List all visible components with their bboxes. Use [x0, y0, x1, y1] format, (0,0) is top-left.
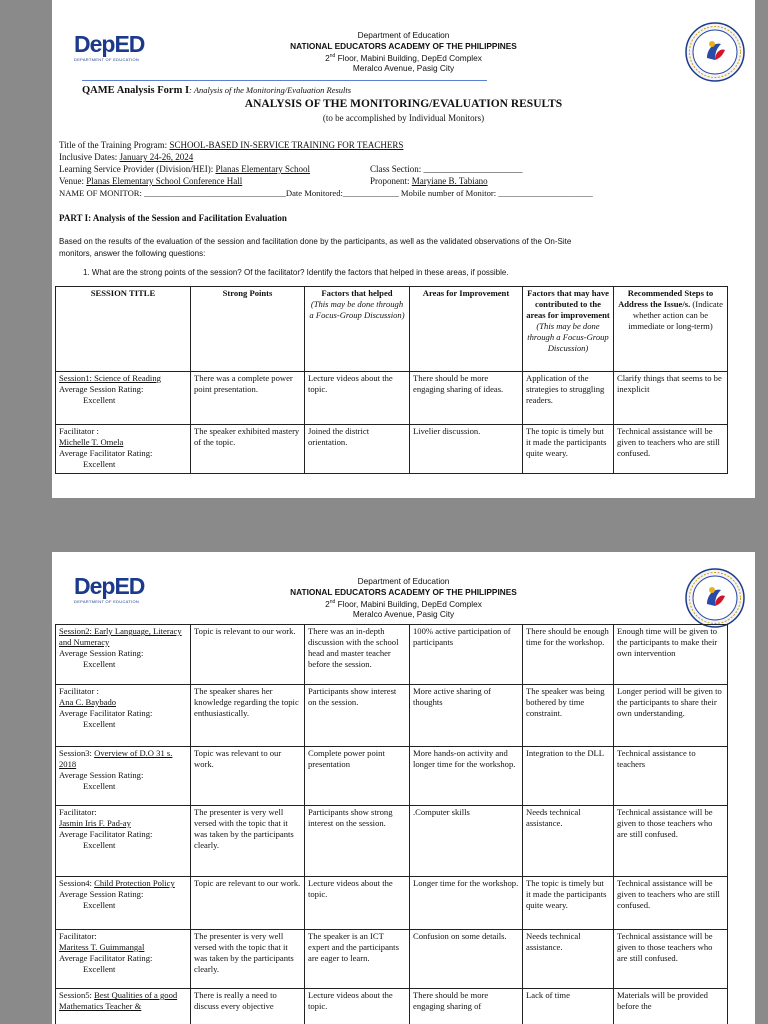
areas-improvement-cell: There should be more engaging sharing of ideas. [410, 372, 523, 425]
neap-seal-icon [685, 568, 745, 628]
department-name: Department of Education [357, 576, 450, 586]
logo-subtext: DEPARTMENT OF EDUCATION [74, 599, 140, 604]
facilitator-cell: Facilitator: Maritess T. Guimmangal Average Facilitator Rating: Excellent [56, 930, 191, 989]
factors-helped-cell: Lecture videos about the topic. [305, 877, 410, 930]
table-row [56, 989, 728, 1024]
factors-helped-cell: Participants show strong interest on the session. [305, 806, 410, 877]
areas-improvement-cell: Longer time for the workshop. [410, 877, 523, 930]
provider-line: Learning Service Provider (Division/HEI): Planas Elementary School [59, 164, 310, 174]
analysis-table-page-1 [55, 286, 728, 474]
strong-points-cell: There is really a need to discuss every objective [191, 989, 305, 1024]
venue-value: Planas Elementary School Conference Hall [86, 176, 243, 186]
header-factors-contributed: Factors that may have contributed to the areas for improvement (This may be done through a Focus-Group Discussion) [523, 287, 614, 372]
areas-improvement-cell: Confusion on some details. [410, 930, 523, 989]
neap-seal-icon [685, 22, 745, 82]
factors-helped-cell: Participants show interest on the session. [305, 685, 410, 747]
facilitator-cell: Facilitator : Michelle T. Omela Average Facilitator Rating: Excellent [56, 425, 191, 474]
session-title-cell: Session1: Science of Reading Average Session Rating: Excellent [56, 372, 191, 425]
form-title: ANALYSIS OF THE MONITORING/EVALUATION RESULTS [244, 98, 563, 110]
factors-contributed-cell: The topic is timely but it made the participants quite weary. [523, 877, 614, 930]
recommended-steps-cell: Technical assistance will be given to those teachers who are still confused. [614, 806, 728, 877]
header-areas-improvement: Areas for Improvement [410, 287, 523, 372]
agency-header [52, 30, 755, 74]
factors-contributed-cell: Needs technical assistance. [523, 930, 614, 989]
factors-helped-cell: Joined the district orientation. [305, 425, 410, 474]
analysis-table-page-2 [55, 624, 728, 1024]
recommended-steps-cell: Materials will be provided before the [614, 989, 728, 1024]
table-row [56, 747, 728, 806]
factors-helped-cell: Lecture videos about the topic. [305, 989, 410, 1024]
strong-points-cell: The speaker exhibited mastery of the topic. [191, 425, 305, 474]
logo-text: DepED [74, 573, 145, 599]
form-name-line: QAME Analysis Form I: Analysis of the Monitoring/Evaluation Results [82, 85, 352, 96]
address-line-2: Meralco Avenue, Pasig City [352, 609, 455, 620]
table-row [56, 877, 728, 930]
address-line-1: 2nd Floor, Mabini Building, DepEd Complex [325, 598, 482, 609]
proponent-line: Proponent: Maryiane B. Tabiano [370, 176, 488, 186]
areas-improvement-cell: More active sharing of thoughts [410, 685, 523, 747]
recommended-steps-cell: Technical assistance will be given to teachers who are still confused. [614, 425, 728, 474]
dates-line: Inclusive Dates: January 24-26, 2024 [59, 152, 194, 162]
recommended-steps-cell: Technical assistance to teachers [614, 747, 728, 806]
factors-helped-cell: Lecture videos about the topic. [305, 372, 410, 425]
factors-contributed-cell: The topic is timely but it made the participants quite weary. [523, 425, 614, 474]
table-row [56, 806, 728, 877]
question-1: 1. What are the strong points of the session? Of the facilitator? Identify the factors that helped in these areas, if possible. [83, 268, 509, 277]
session-title-cell: Session2: Early Language, Literacy and Numeracy Average Session Rating: Excellent [56, 625, 191, 685]
program-line: Title of the Training Program: SCHOOL-BASED IN-SERVICE TRAINING FOR TEACHERS [59, 140, 404, 150]
agency-header [52, 576, 755, 620]
part-title: PART I: Analysis of the Session and Facilitation Evaluation [59, 213, 287, 223]
areas-improvement-cell: There should be more engaging sharing of [410, 989, 523, 1024]
table-row [56, 625, 728, 685]
header-divider [82, 80, 487, 81]
form-subtitle: (to be accomplished by Individual Monitors) [322, 113, 485, 123]
strong-points-cell: The presenter is very well versed with the topic that it was taken by the participants clearly. [191, 930, 305, 989]
recommended-steps-cell: Clarify things that seems to be inexplicit [614, 372, 728, 425]
session-title-cell: Session5: Best Qualities of a good Mathematics Teacher & [56, 989, 191, 1024]
table-header-row [56, 287, 728, 372]
intro-line-1: Based on the results of the evaluation of the session and facilitation done by the participants, as well as the validated observations of the On-Site [59, 237, 572, 246]
factors-contributed-cell: Application of the strategies to struggling readers. [523, 372, 614, 425]
monitor-line: NAME OF MONITOR: _________________________________Date Monitored:_____________ Mobile number of Monitor: ______________________ [59, 188, 593, 198]
recommended-steps-cell: Technical assistance will be given to those teachers who are still confused. [614, 930, 728, 989]
document-page-1 [52, 0, 755, 498]
facilitator-cell: Facilitator : Ana C. Baybado Average Facilitator Rating: Excellent [56, 685, 191, 747]
areas-improvement-cell: .Computer skills [410, 806, 523, 877]
strong-points-cell: There was a complete power point presentation. [191, 372, 305, 425]
strong-points-cell: The presenter is very well versed with the topic that it was taken by the participants clearly. [191, 806, 305, 877]
document-page-2 [52, 552, 755, 1024]
dates-value: January 24-26, 2024 [119, 152, 194, 162]
strong-points-cell: The speaker shares her knowledge regarding the topic enthusiastically. [191, 685, 305, 747]
factors-helped-cell: The speaker is an ICT expert and the participants are eager to learn. [305, 930, 410, 989]
venue-line: Venue: Planas Elementary School Conference Hall [59, 176, 243, 186]
recommended-steps-cell: Enough time will be given to the participants to make their own intervention [614, 625, 728, 685]
factors-helped-cell: Complete power point presentation [305, 747, 410, 806]
strong-points-cell: Topic was relevant to our work. [191, 747, 305, 806]
header-recommended-steps: Recommended Steps to Address the Issue/s. (Indicate whether action can be immediate or long-term) [614, 287, 728, 372]
logo-subtext: DEPARTMENT OF EDUCATION [74, 57, 140, 62]
facilitator-cell: Facilitator: Jasmin Iris F. Pad-ay Average Facilitator Rating: Excellent [56, 806, 191, 877]
table-row [56, 425, 728, 474]
header-strong-points: Strong Points [191, 287, 305, 372]
areas-improvement-cell: Livelier discussion. [410, 425, 523, 474]
areas-improvement-cell: More hands-on activity and longer time for the workshop. [410, 747, 523, 806]
table-row [56, 930, 728, 989]
table-row [56, 372, 728, 425]
strong-points-cell: Topic is relevant to our work. [191, 625, 305, 685]
proponent-value: Maryiane B. Tabiano [411, 176, 488, 186]
department-name: Department of Education [357, 30, 450, 40]
factors-contributed-cell: The speaker was being bothered by time constraint. [523, 685, 614, 747]
provider-value: Planas Elementary School [215, 164, 310, 174]
session-title-cell: Session4: Child Protection Policy Average Session Rating: Excellent [56, 877, 191, 930]
class-section-line: Class Section: ______________________ [370, 164, 523, 174]
academy-name: NATIONAL EDUCATORS ACADEMY OF THE PHILIPPINES [290, 586, 517, 597]
recommended-steps-cell: Longer period will be given to the participants to share their own understanding. [614, 685, 728, 747]
factors-helped-cell: There was an in-depth discussion with the school head and master teacher before the session. [305, 625, 410, 685]
strong-points-cell: Topic are relevant to our work. [191, 877, 305, 930]
factors-contributed-cell: Lack of time [523, 989, 614, 1024]
address-line-2: Meralco Avenue, Pasig City [352, 63, 455, 74]
factors-contributed-cell: Needs technical assistance. [523, 806, 614, 877]
session-title-cell: Session3: Overview of D.O 31 s. 2018 Average Session Rating: Excellent [56, 747, 191, 806]
intro-line-2: monitors, answer the following questions: [59, 249, 206, 258]
header-factors-helped: Factors that helped (This may be done through a Focus-Group Discussion) [305, 287, 410, 372]
program-value: SCHOOL-BASED IN-SERVICE TRAINING FOR TEACHERS [169, 140, 404, 150]
factors-contributed-cell: Integration to the DLL [523, 747, 614, 806]
header-session-title: SESSION TITLE [56, 287, 191, 372]
factors-contributed-cell: There should be enough time for the workshop. [523, 625, 614, 685]
areas-improvement-cell: 100% active participation of participants [410, 625, 523, 685]
logo-text: DepED [74, 31, 145, 57]
table-row [56, 685, 728, 747]
recommended-steps-cell: Technical assistance will be given to teachers who are still confused. [614, 877, 728, 930]
academy-name: NATIONAL EDUCATORS ACADEMY OF THE PHILIPPINES [290, 40, 517, 51]
address-line-1: 2nd Floor, Mabini Building, DepEd Complex [325, 52, 482, 63]
